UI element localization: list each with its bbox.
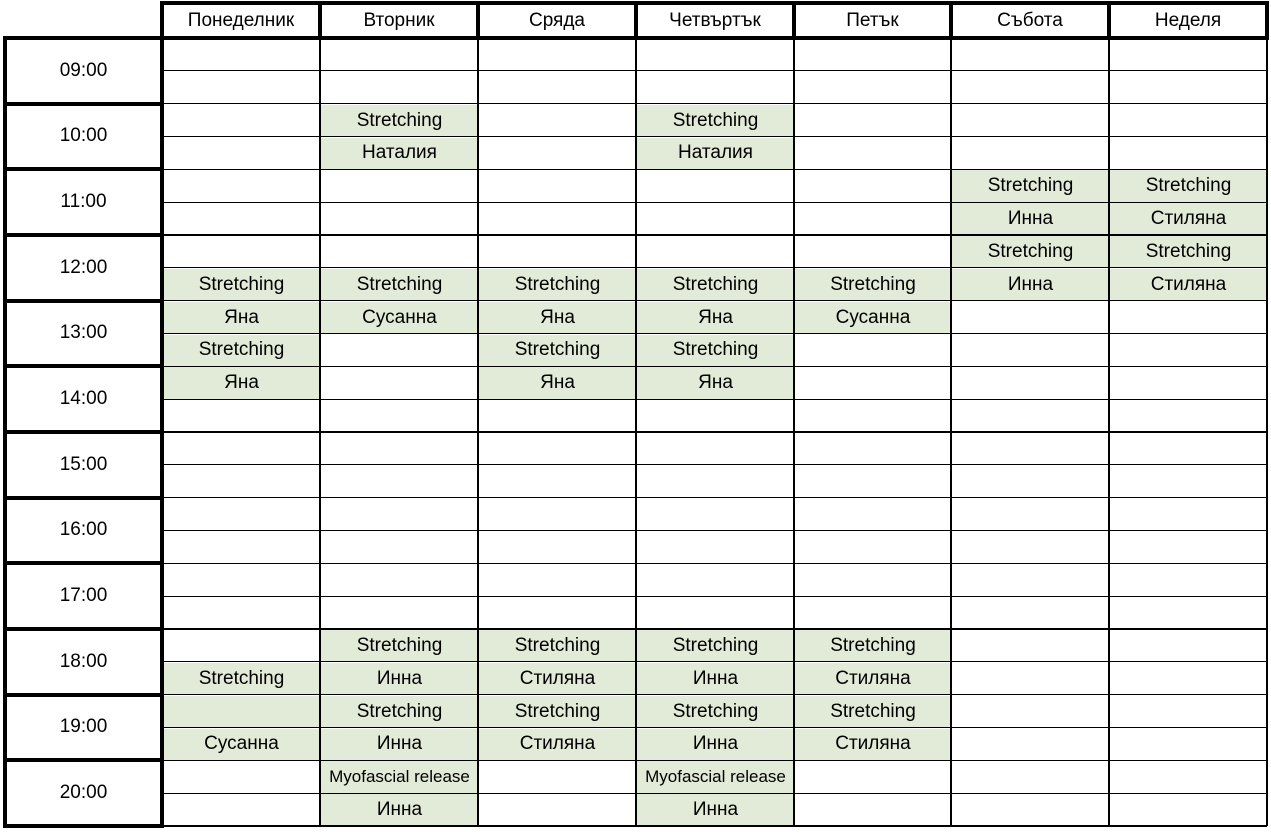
grid-line-horizontal <box>162 793 1267 794</box>
class-entry: Наталия <box>637 138 794 170</box>
empty-slot <box>952 564 1109 596</box>
class-entry: Stretching <box>795 696 951 728</box>
grid-line-vertical <box>477 38 478 826</box>
empty-slot <box>637 72 794 104</box>
grid-line-horizontal <box>162 563 1267 564</box>
time-slot-label: 12:00 <box>59 256 108 278</box>
empty-slot <box>1110 105 1267 137</box>
class-entry: Stretching <box>637 269 794 301</box>
empty-slot <box>1110 499 1267 531</box>
empty-slot <box>321 236 478 268</box>
class-entry: Stretching <box>637 696 794 728</box>
grid-line-horizontal <box>3 299 164 303</box>
empty-slot <box>952 729 1109 761</box>
empty-slot <box>1110 532 1267 564</box>
empty-slot <box>163 696 320 728</box>
empty-slot <box>637 564 794 596</box>
class-entry: Stretching <box>637 335 794 367</box>
class-entry: Стиляна <box>479 663 636 695</box>
grid-line-vertical <box>1108 38 1109 826</box>
grid-line-horizontal <box>3 430 164 434</box>
empty-slot <box>163 170 320 202</box>
empty-slot <box>795 499 951 531</box>
class-entry: Стиляна <box>1110 269 1267 301</box>
time-slot-label: 14:00 <box>59 388 108 410</box>
time-slot-label: 13:00 <box>59 322 108 344</box>
grid-line-horizontal <box>162 497 1267 498</box>
empty-slot <box>1110 367 1267 399</box>
empty-slot <box>479 105 636 137</box>
empty-slot <box>795 433 951 465</box>
grid-line-horizontal <box>3 627 164 631</box>
class-entry: Сусанна <box>321 302 478 334</box>
class-entry: Stretching <box>321 105 478 137</box>
grid-line-horizontal <box>162 727 1267 728</box>
grid-line-horizontal <box>162 464 1267 465</box>
grid-line-vertical <box>792 1 796 38</box>
grid-line-horizontal <box>162 1 1269 5</box>
empty-slot <box>952 663 1109 695</box>
class-entry: Инна <box>952 269 1109 301</box>
grid-line-vertical <box>634 1 638 38</box>
grid-line-vertical <box>793 38 794 826</box>
empty-slot <box>163 433 320 465</box>
empty-slot <box>637 203 794 235</box>
class-entry: Инна <box>637 729 794 761</box>
empty-slot <box>1110 696 1267 728</box>
empty-slot <box>795 761 951 793</box>
empty-slot <box>795 466 951 498</box>
empty-slot <box>952 39 1109 71</box>
class-entry: Stretching <box>479 335 636 367</box>
empty-slot <box>952 367 1109 399</box>
empty-slot <box>795 532 951 564</box>
grid-line-vertical <box>1107 1 1111 38</box>
class-entry: Инна <box>321 663 478 695</box>
class-entry: Яна <box>163 367 320 399</box>
grid-line-horizontal <box>3 561 164 565</box>
grid-line-horizontal <box>162 234 1267 235</box>
class-entry: Stretching <box>479 269 636 301</box>
empty-slot <box>637 39 794 71</box>
empty-slot <box>479 170 636 202</box>
day-header: Неделя <box>1154 9 1222 31</box>
class-entry: Яна <box>637 367 794 399</box>
time-slot-label: 18:00 <box>59 650 108 672</box>
time-slot-label: 16:00 <box>59 519 108 541</box>
grid-line-vertical <box>950 38 951 826</box>
grid-line-horizontal <box>162 103 1267 104</box>
empty-slot <box>637 400 794 432</box>
class-entry: Stretching <box>321 630 478 662</box>
empty-slot <box>1110 761 1267 793</box>
empty-slot <box>952 761 1109 793</box>
empty-slot <box>163 499 320 531</box>
empty-slot <box>795 138 951 170</box>
empty-slot <box>952 532 1109 564</box>
empty-slot <box>1110 138 1267 170</box>
class-entry: Myofascial release <box>321 761 478 793</box>
empty-slot <box>479 138 636 170</box>
day-header: Петък <box>846 9 899 31</box>
empty-slot <box>163 532 320 564</box>
class-entry: Стиляна <box>795 663 951 695</box>
empty-slot <box>321 367 478 399</box>
grid-line-vertical <box>1265 1 1269 38</box>
empty-slot <box>795 170 951 202</box>
day-header: Понеделник <box>187 9 295 31</box>
class-entry: Stretching <box>795 269 951 301</box>
empty-slot <box>163 630 320 662</box>
empty-slot <box>1110 729 1267 761</box>
empty-slot <box>952 499 1109 531</box>
time-slot-label: 15:00 <box>59 453 108 475</box>
empty-slot <box>163 794 320 826</box>
empty-slot <box>321 39 478 71</box>
class-entry: Наталия <box>321 138 478 170</box>
class-entry: Stretching <box>952 170 1109 202</box>
empty-slot <box>1110 39 1267 71</box>
empty-slot <box>479 761 636 793</box>
grid-line-vertical <box>635 38 636 826</box>
empty-slot <box>321 564 478 596</box>
grid-line-horizontal <box>162 661 1267 662</box>
time-slot-label: 17:00 <box>59 585 108 607</box>
time-slot-label: 09:00 <box>59 59 108 81</box>
empty-slot <box>163 138 320 170</box>
empty-slot <box>163 72 320 104</box>
empty-slot <box>479 72 636 104</box>
empty-slot <box>1110 400 1267 432</box>
grid-line-horizontal <box>162 36 1269 40</box>
day-header: Събота <box>997 9 1063 31</box>
empty-slot <box>952 794 1109 826</box>
class-entry: Стиляна <box>1110 203 1267 235</box>
class-entry: Stretching <box>637 105 794 137</box>
grid-line-horizontal <box>162 366 1267 367</box>
grid-line-horizontal <box>3 364 164 368</box>
empty-slot <box>321 170 478 202</box>
class-entry: Stretching <box>163 335 320 367</box>
empty-slot <box>321 466 478 498</box>
empty-slot <box>795 597 951 629</box>
empty-slot <box>952 400 1109 432</box>
time-slot-label: 11:00 <box>60 191 107 213</box>
empty-slot <box>479 236 636 268</box>
empty-slot <box>479 433 636 465</box>
class-entry: Stretching <box>1110 170 1267 202</box>
class-entry: Stretching <box>952 236 1109 268</box>
empty-slot <box>321 203 478 235</box>
empty-slot <box>952 138 1109 170</box>
empty-slot <box>952 696 1109 728</box>
empty-slot <box>321 532 478 564</box>
empty-slot <box>163 203 320 235</box>
grid-line-vertical <box>476 1 480 38</box>
class-entry: Яна <box>637 302 794 334</box>
empty-slot <box>795 794 951 826</box>
time-slot-label: 20:00 <box>59 782 108 804</box>
empty-slot <box>795 72 951 104</box>
grid-line-horizontal <box>3 824 164 828</box>
class-entry: Инна <box>321 729 478 761</box>
empty-slot <box>321 433 478 465</box>
class-entry: Stretching <box>795 630 951 662</box>
empty-slot <box>163 564 320 596</box>
grid-line-horizontal <box>3 693 164 697</box>
empty-slot <box>479 400 636 432</box>
empty-slot <box>637 597 794 629</box>
empty-slot <box>637 433 794 465</box>
class-entry: Инна <box>952 203 1109 235</box>
empty-slot <box>795 367 951 399</box>
empty-slot <box>1110 794 1267 826</box>
grid-line-horizontal <box>162 530 1267 531</box>
class-entry: Яна <box>163 302 320 334</box>
empty-slot <box>163 466 320 498</box>
day-header: Сряда <box>528 9 586 31</box>
class-entry: Инна <box>637 663 794 695</box>
class-entry: Stretching <box>163 663 320 695</box>
empty-slot <box>479 466 636 498</box>
empty-slot <box>1110 72 1267 104</box>
empty-slot <box>321 335 478 367</box>
grid-line-horizontal <box>162 300 1267 301</box>
empty-slot <box>952 433 1109 465</box>
empty-slot <box>637 236 794 268</box>
empty-slot <box>795 236 951 268</box>
grid-line-horizontal <box>162 399 1267 400</box>
grid-line-horizontal <box>162 596 1267 597</box>
grid-line-horizontal <box>3 758 164 762</box>
grid-line-horizontal <box>3 102 164 106</box>
grid-line-horizontal <box>3 36 164 40</box>
class-entry: Stretching <box>637 630 794 662</box>
grid-line-horizontal <box>162 202 1267 203</box>
class-entry: Myofascial release <box>637 761 794 793</box>
grid-line-vertical <box>318 1 322 38</box>
class-entry: Стиляна <box>479 729 636 761</box>
class-entry: Stretching <box>321 696 478 728</box>
empty-slot <box>795 105 951 137</box>
class-entry: Яна <box>479 302 636 334</box>
empty-slot <box>321 597 478 629</box>
empty-slot <box>479 794 636 826</box>
day-header: Четвъртък <box>669 9 761 31</box>
time-slot-label: 10:00 <box>59 125 108 147</box>
class-entry: Стиляна <box>795 729 951 761</box>
empty-slot <box>163 400 320 432</box>
time-slot-label: 19:00 <box>59 716 108 738</box>
empty-slot <box>637 466 794 498</box>
grid-line-horizontal <box>162 760 1267 761</box>
class-entry: Инна <box>321 794 478 826</box>
empty-slot <box>952 335 1109 367</box>
class-entry: Сусанна <box>163 729 320 761</box>
grid-line-horizontal <box>162 431 1267 432</box>
grid-line-vertical <box>949 1 953 38</box>
empty-slot <box>795 564 951 596</box>
empty-slot <box>163 105 320 137</box>
empty-slot <box>479 203 636 235</box>
class-entry: Stretching <box>321 269 478 301</box>
grid-line-horizontal <box>3 496 164 500</box>
grid-line-horizontal <box>3 167 164 171</box>
empty-slot <box>795 39 951 71</box>
empty-slot <box>1110 630 1267 662</box>
empty-slot <box>479 532 636 564</box>
empty-slot <box>479 499 636 531</box>
empty-slot <box>163 761 320 793</box>
grid-line-horizontal <box>162 136 1267 137</box>
empty-slot <box>163 597 320 629</box>
empty-slot <box>163 39 320 71</box>
empty-slot <box>1110 663 1267 695</box>
grid-line-horizontal <box>162 694 1267 695</box>
grid-line-horizontal <box>162 628 1267 629</box>
empty-slot <box>163 236 320 268</box>
grid-line-horizontal <box>162 169 1267 170</box>
empty-slot <box>1110 433 1267 465</box>
empty-slot <box>952 597 1109 629</box>
empty-slot <box>952 105 1109 137</box>
empty-slot <box>795 203 951 235</box>
class-entry: Stretching <box>479 696 636 728</box>
empty-slot <box>479 564 636 596</box>
class-entry: Stretching <box>1110 236 1267 268</box>
empty-slot <box>637 499 794 531</box>
empty-slot <box>795 400 951 432</box>
empty-slot <box>952 466 1109 498</box>
grid-line-horizontal <box>3 233 164 237</box>
grid-line-vertical <box>1266 38 1267 826</box>
class-entry: Stretching <box>479 630 636 662</box>
empty-slot <box>795 335 951 367</box>
empty-slot <box>952 302 1109 334</box>
empty-slot <box>952 630 1109 662</box>
class-entry: Stretching <box>163 269 320 301</box>
class-entry: Сусанна <box>795 302 951 334</box>
grid-line-vertical <box>160 1 164 38</box>
empty-slot <box>637 532 794 564</box>
empty-slot <box>321 499 478 531</box>
empty-slot <box>637 170 794 202</box>
empty-slot <box>1110 335 1267 367</box>
empty-slot <box>479 39 636 71</box>
empty-slot <box>1110 597 1267 629</box>
empty-slot <box>1110 302 1267 334</box>
class-entry: Инна <box>637 794 794 826</box>
empty-slot <box>952 72 1109 104</box>
class-entry: Яна <box>479 367 636 399</box>
empty-slot <box>1110 466 1267 498</box>
grid-line-vertical <box>319 38 320 826</box>
grid-line-horizontal <box>162 333 1267 334</box>
day-header: Вторник <box>363 9 435 31</box>
empty-slot <box>1110 564 1267 596</box>
empty-slot <box>321 72 478 104</box>
grid-line-horizontal <box>162 70 1267 71</box>
grid-line-horizontal <box>162 825 1267 826</box>
empty-slot <box>479 597 636 629</box>
empty-slot <box>321 400 478 432</box>
grid-line-horizontal <box>162 267 1267 268</box>
